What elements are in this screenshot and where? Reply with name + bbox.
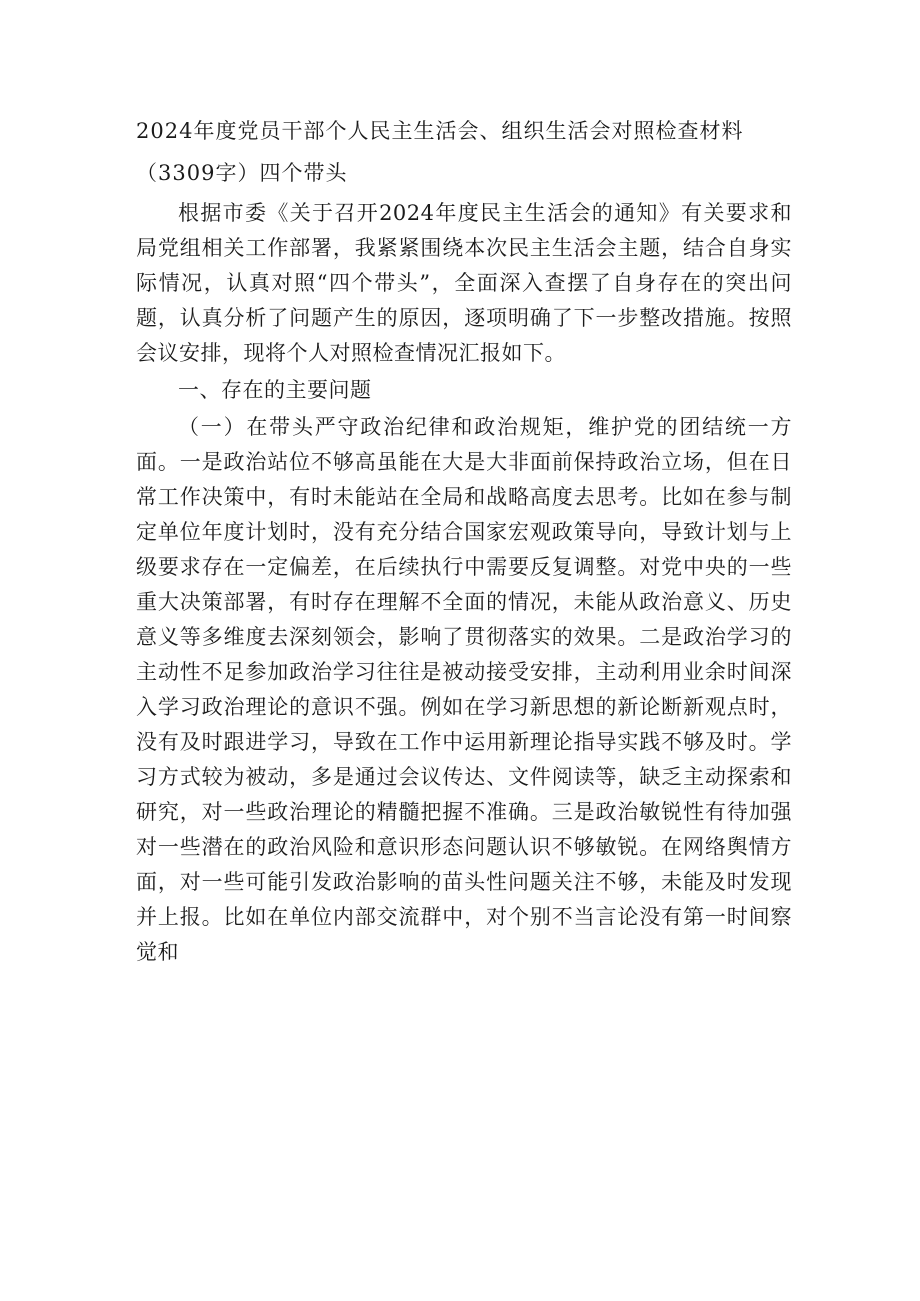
document-body (136, 110, 792, 970)
subsection-paragraph-political-discipline: （一）在带头严守政治纪律和政治规矩，维护党的团结统一方面。一是政治站位不够高虽能在大是大非面前保持政治立场，但在日常工作决策中，有时未能站在全局和战略高度去思考。比如在参与制定单位年度计划时，没有充分结合国家宏观政策导向，导致计划与上级要求存在一定偏差，在后续执行中需要反复调整。对党中央的一些重大决策部署，有时存在理解不全面的情况，未能从政治意义、历史意义等多维度去深刻领会，影响了贯彻落实的效果。二是政治学习的主动性不足参加政治学习往往是被动接受安排，主动利用业余时间深入学习政治理论的意识不强。例如在学习新思想的新论断新观点时，没有及时跟进学习，导致在工作中运用新理论指导实践不够及时。学习方式较为被动，多是通过会议传达、文件阅读等，缺乏主动探索和研究，对一些政治理论的精髓把握不准确。三是政治敏锐性有待加强对一些潜在的政治风险和意识形态问题认识不够敏锐。在网络舆情方面，对一些可能引发政治影响的苗头性问题关注不够，未能及时发现并上报。比如在单位内部交流群中，对个别不当言论没有第一时间察觉和 (136, 415, 792, 964)
document-title: 2024年度党员干部个人民主生活会、组织生活会对照检查材料（3309字）四个带头 (136, 119, 744, 185)
section-heading-problems: 一、存在的主要问题 (178, 378, 372, 402)
intro-paragraph: 根据市委《关于召开2024年度民主生活会的通知》有关要求和局党组相关工作部署，我紧紧围绕本次民主生活会主题，结合自身实际情况，认真对照“四个带头”，全面深入查摆了自身存在的突出问题，认真分析了问题产生的原因，逐项明确了下一步整改措施。按照会议安排，现将个人对照检查情况汇报如下。 (136, 201, 792, 365)
